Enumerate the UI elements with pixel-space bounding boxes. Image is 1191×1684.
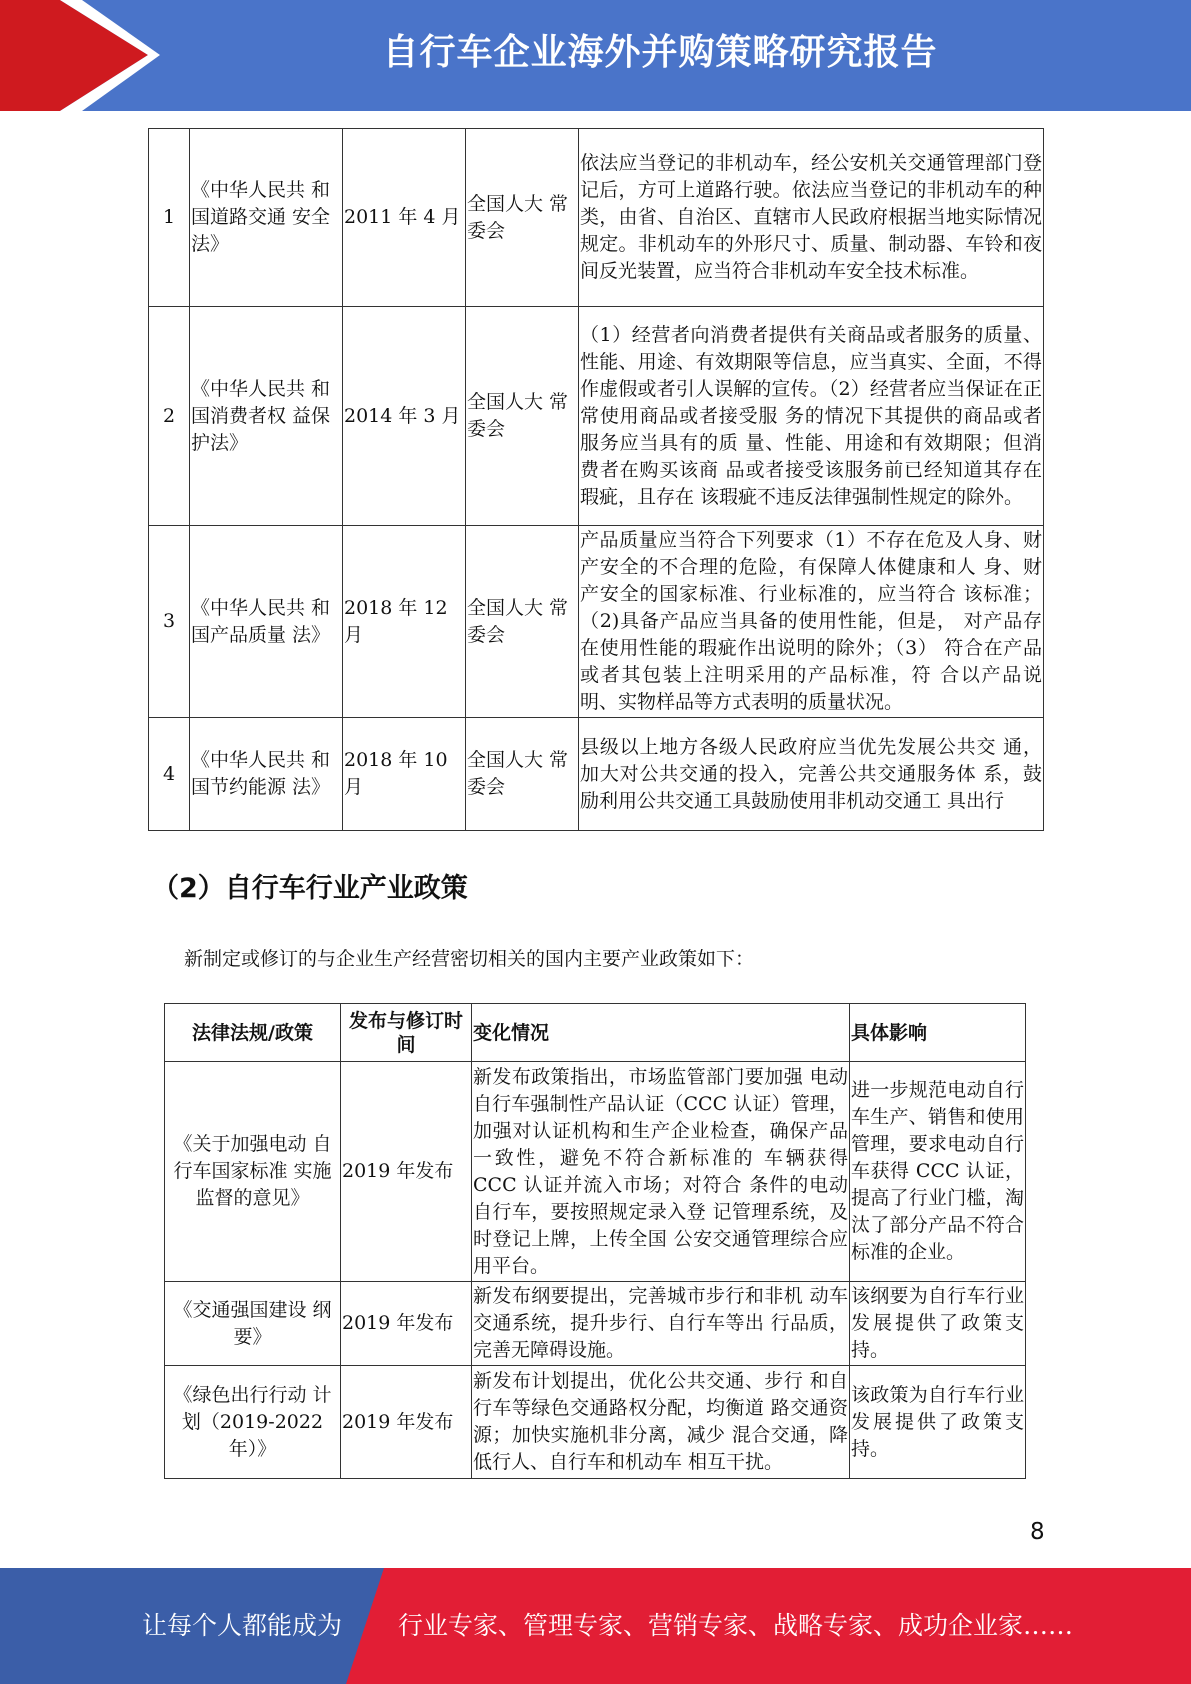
column-header-impact: 具体影响	[850, 1004, 1026, 1062]
table-row	[165, 1062, 1026, 1282]
intro-paragraph: 新制定或修订的与企业生产经营密切相关的国内主要产业政策如下：	[184, 948, 755, 970]
policy-impact: 该政策为自行车行业发展提供了政策支持。	[850, 1366, 1026, 1479]
column-header-policy: 法律法规/政策	[165, 1004, 341, 1062]
policy-change: 新发布计划提出，优化公共交通、步行 和自行车等绿色交通路权分配，均衡道 路交通资源；加快实施机非分离，减少 混合交通，降低行人、自行车和机动车 相互干扰。	[472, 1366, 850, 1479]
law-issuer: 全国人大 常委会	[466, 307, 579, 526]
policy-name: 《关于加强电动 自行车国家标准 实施监督的意见》	[165, 1062, 341, 1282]
policy-time: 2019 年发布	[341, 1282, 472, 1366]
law-date: 2014 年 3 月	[343, 307, 466, 526]
policy-change: 新发布纲要提出，完善城市步行和非机 动车交通系统，提升步行、自行车等出 行品质，完善无障碍设施。	[472, 1282, 850, 1366]
policy-change: 新发布政策指出，市场监管部门要加强 电动自行车强制性产品认证（CCC 认证）管理，加强对认证机构和生产企业检查，确保产品一致性，避免不符合新标准的 车辆获得 CCC 认证并流入市场；对符合 条件的电动自行车，要按照规定录入登 记管理系统，及时登记上牌，上传全国 公安交通管理综合应用平台。	[472, 1062, 850, 1282]
page-number: 8	[1030, 1519, 1045, 1545]
law-date: 2018 年 10 月	[343, 718, 466, 831]
law-date: 2018 年 12 月	[343, 526, 466, 718]
row-number: 2	[149, 307, 190, 526]
policy-time: 2019 年发布	[341, 1062, 472, 1282]
row-number: 4	[149, 718, 190, 831]
column-header-time: 发布与修订时间	[341, 1004, 472, 1062]
policy-time: 2019 年发布	[341, 1366, 472, 1479]
law-content: 县级以上地方各级人民政府应当优先发展公共交 通，加大对公共交通的投入，完善公共交通服务体 系，鼓励利用公共交通工具鼓励使用非机动交通工 具出行	[579, 718, 1044, 831]
law-content: 产品质量应当符合下列要求（1）不存在危及人身、财产安全的不合理的危险，有保障人体健康和人 身、财产安全的国家标准、行业标准的，应当符合 该标准；（2)具备产品应当具备的使用性能，但是， 对产品存在使用性能的瑕疵作出说明的除外；（3） 符合在产品或者其包装上注明采用的产品标准，符 合以产品说明、实物样品等方式表明的质量状况。	[579, 526, 1044, 718]
policy-name: 《交通强国建设 纲要》	[165, 1282, 341, 1366]
law-issuer: 全国人大 常委会	[466, 129, 579, 307]
table-row	[165, 1366, 1026, 1479]
policy-table	[164, 1003, 1026, 1479]
policy-impact: 进一步规范电动自行车生产、销售和使用管理，要求电动自行车获得 CCC 认证，提高了行业门槛，淘汰了部分产品不符合标准的企业。	[850, 1062, 1026, 1282]
law-name: 《中华人民共 和国消费者权 益保护法》	[190, 307, 343, 526]
policy-name: 《绿色出行行动 计划（2019-2022 年）》	[165, 1366, 341, 1479]
table-header-row	[165, 1004, 1026, 1062]
row-number: 1	[149, 129, 190, 307]
footer-slogan-left: 让每个人都能成为	[142, 1611, 343, 1640]
policy-impact: 该纲要为自行车行业发展提供了政策支持。	[850, 1282, 1026, 1366]
report-title: 自行车企业海外并购策略研究报告	[382, 32, 938, 73]
footer-banner	[0, 1568, 1191, 1684]
law-content: 依法应当登记的非机动车，经公安机关交通管理部门登记后，方可上道路行驶。依法应当登记的非机动车的种类，由省、自治区、直辖市人民政府根据当地实际情况规定。非机动车的外形尺寸、质量、制动器、车铃和夜间反光装置，应当符合非机动车安全技术标准。	[579, 129, 1044, 307]
table-row	[165, 1282, 1026, 1366]
law-name: 《中华人民共 和国产品质量 法》	[190, 526, 343, 718]
row-number: 3	[149, 526, 190, 718]
law-issuer: 全国人大 常委会	[466, 526, 579, 718]
footer-slogan-right: 行业专家、管理专家、营销专家、战略专家、成功企业家……	[398, 1611, 1074, 1640]
law-date: 2011 年 4 月	[343, 129, 466, 307]
law-name: 《中华人民共 和国节约能源 法》	[190, 718, 343, 831]
law-name: 《中华人民共 和国道路交通 安全法》	[190, 129, 343, 307]
law-content: （1）经营者向消费者提供有关商品或者服务的质量、性能、用途、有效期限等信息，应当真实、全面，不得作虚假或者引人误解的宣传。（2）经营者应当保证在正常使用商品或者接受服 务的情况下其提供的商品或者服务应当具有的质 量、性能、用途和有效期限；但消费者在购买该商 品或者接受该服务前已经知道其存在瑕疵，且存在 该瑕疵不违反法律强制性规定的除外。	[579, 307, 1044, 526]
column-header-change: 变化情况	[472, 1004, 850, 1062]
section-heading: （2）自行车行业产业政策	[152, 873, 468, 904]
law-issuer: 全国人大 常委会	[466, 718, 579, 831]
